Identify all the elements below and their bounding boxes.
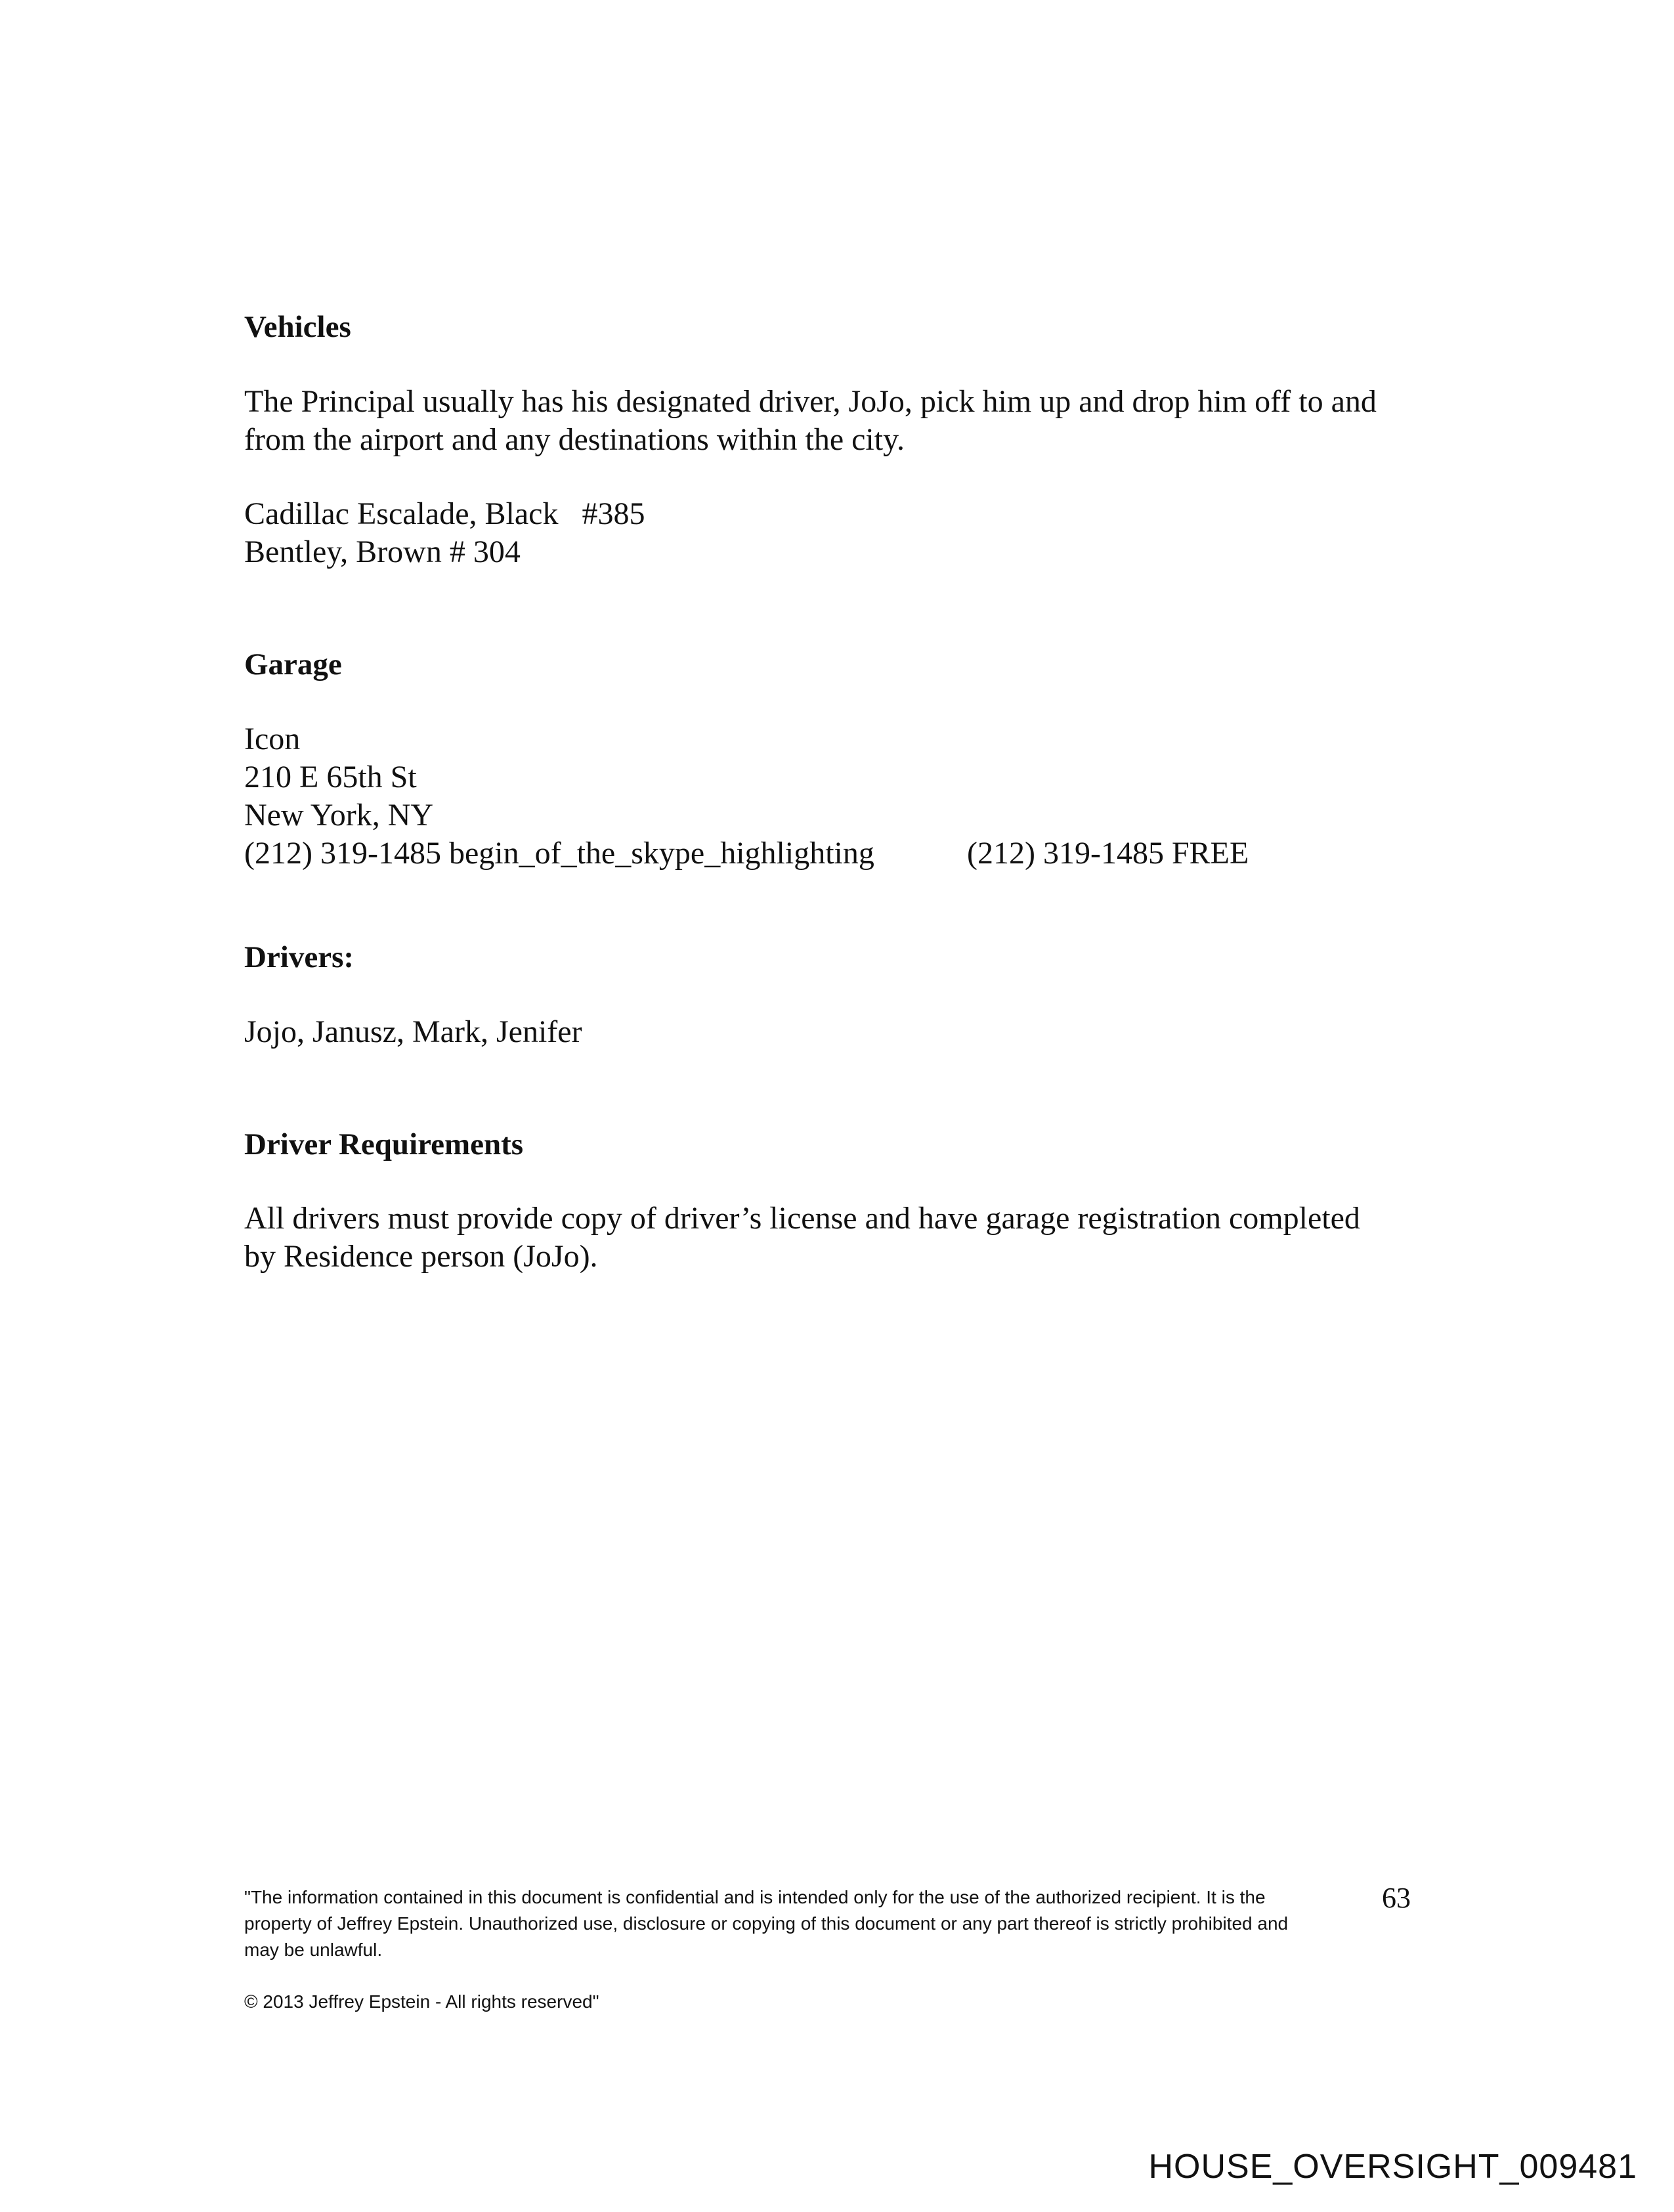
drivers-names: Jojo, Janusz, Mark, Jenifer	[244, 1014, 582, 1049]
bates-number: HOUSE_OVERSIGHT_009481	[1148, 2148, 1637, 2186]
garage-city: New York, NY	[244, 798, 434, 833]
driver-requirements-line-2: by Residence person (JoJo).	[244, 1239, 598, 1274]
confidential-notice-line-1: "The information contained in this document is confidential and is intended only for the use of the authorized recipient. It is the	[244, 1887, 1266, 1907]
page-number: 63	[1382, 1882, 1411, 1914]
garage-heading: Garage	[244, 647, 342, 682]
garage-street: 210 E 65th St	[244, 760, 417, 794]
vehicle-bentley: Bentley, Brown # 304	[244, 534, 521, 569]
vehicles-heading: Vehicles	[244, 310, 351, 344]
garage-phone: (212) 319-1485 begin_of_the_skype_highlighting	[244, 836, 874, 871]
vehicle-cadillac: Cadillac Escalade, Black #385	[244, 496, 645, 531]
driver-requirements-line-1: All drivers must provide copy of driver’s license and have garage registration completed	[244, 1201, 1360, 1236]
confidential-notice-line-3: may be unlawful.	[244, 1940, 383, 1960]
drivers-heading: Drivers:	[244, 940, 354, 974]
confidential-notice-line-2: property of Jeffrey Epstein. Unauthorized use, disclosure or copying of this document or any part thereof is strictly prohibited and	[244, 1913, 1289, 1934]
vehicles-paragraph-line-1: The Principal usually has his designated driver, JoJo, pick him up and drop him off to and	[244, 384, 1377, 419]
copyright-notice: © 2013 Jeffrey Epstein - All rights reserved"	[244, 1991, 599, 2012]
garage-name: Icon	[244, 722, 301, 756]
garage-phone-free: (212) 319-1485 FREE	[967, 836, 1249, 871]
driver-requirements-heading: Driver Requirements	[244, 1127, 524, 1161]
vehicles-paragraph-line-2: from the airport and any destinations within the city.	[244, 422, 905, 457]
